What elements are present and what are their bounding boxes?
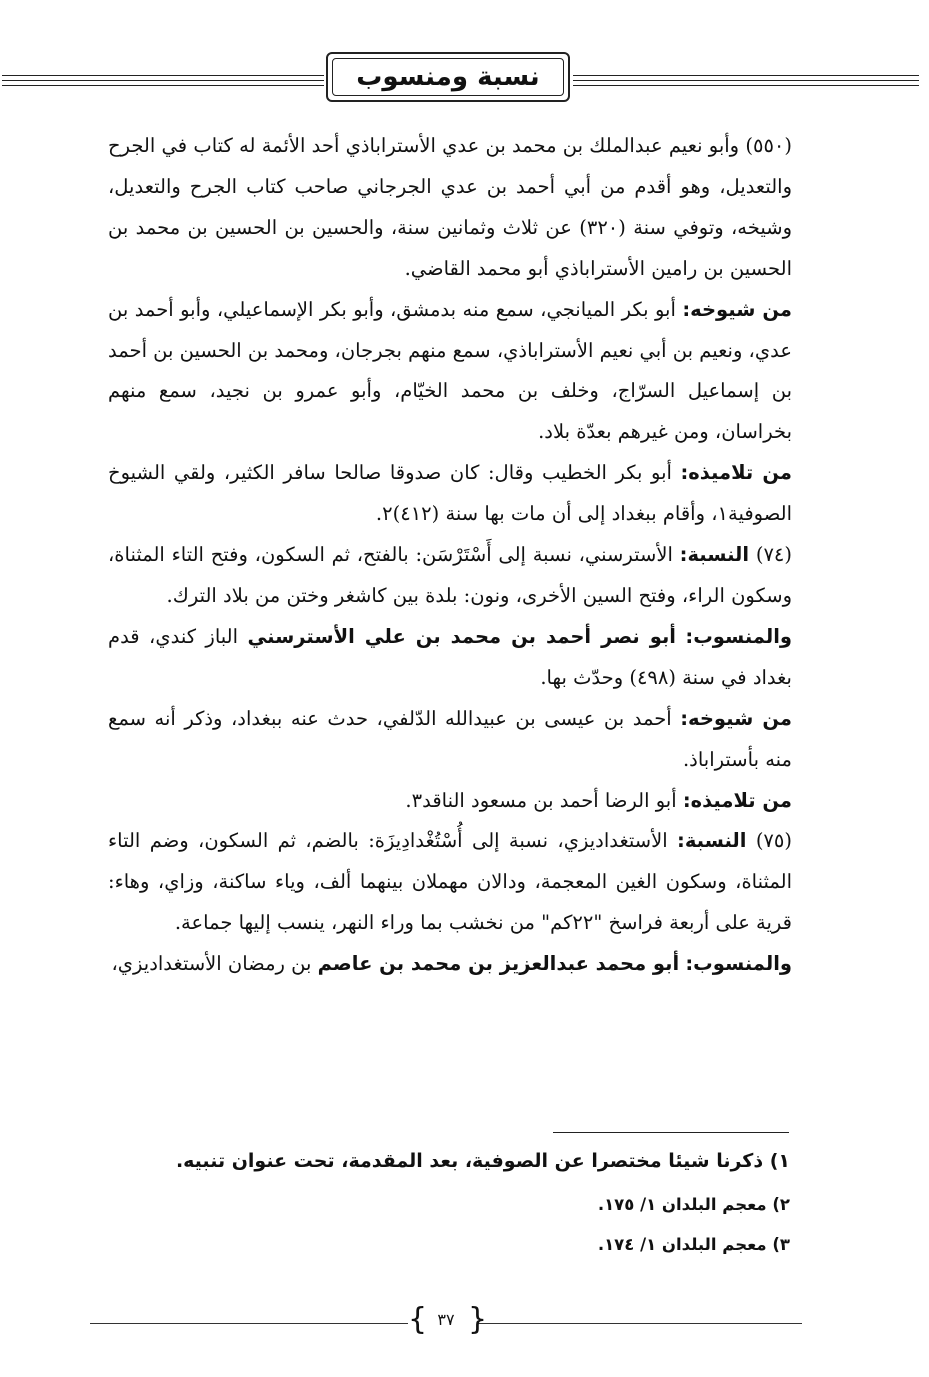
text-run: (٧٥) [746,829,792,853]
paragraph [108,617,792,699]
text-run: (٧٤) [749,543,792,567]
bold-run: من تلاميذه: [680,461,792,485]
paragraph [108,290,792,454]
footnote-3: ٣) معجم البلدان ١/ ١٧٤. [597,1235,790,1254]
footnote-2: ٢) معجم البلدان ١/ ١٧٥. [597,1195,790,1214]
bold-run: من شيوخه: [680,706,792,730]
header-title-frame [326,52,570,102]
bold-run: والمنسوب: [685,624,793,648]
text-run: الأسترسني، نسبة إلى أَسْتَرْسَن: بالفتح، ثم السكون، وفتح التاء المثناة، وسكون الراء، وفتح السين الأخرى، ونون: بلدة بين كاشغر وختن من بلاد الترك. [108,543,792,607]
text-run: أبو بكر الخطيب وقال: كان صدوقا صالحا سافر الكثير، ولقي الشيوخ الصوفية١، وأقام ببغداد إلى أن مات بها سنة (٤١٢)٢. [108,461,792,526]
footer-rule-left [90,1323,408,1324]
paragraph [108,699,792,781]
text-run: أحمد بن عيسى بن عبيدالله الدّلفي، حدث عنه ببغداد، وذكر أنه سمع منه بأستراباذ. [108,706,792,771]
text-run: بن رمضان الأستغداديزي، [111,952,318,976]
main-text [108,126,792,985]
page-number-bracket-left: { [408,1302,428,1337]
text-run: (٥٥٠) وأبو نعيم عبدالملك بن محمد بن عدي الأستراباذي أحد الأئمة له كتاب في الجرح والتعديل، وهو أقدم من أبي أحمد بن عدي الجرجاني صاحب كتاب الجرح والتعديل، وشيخه، وتوفي سنة (٣٢٠) عن ثلاث وثمانين سنة، والحسين بن الحسين بن محمد بن الحسين بن رامين الأستراباذي أبو محمد القاضي. [108,134,792,280]
bold-run: من شيوخه: [682,297,793,321]
footnote-separator [553,1132,789,1133]
header-rule-left [2,75,324,90]
text-run: الباز كندي، قدم بغداد في سنة (٤٩٨) وحدّث بها. [108,624,792,689]
paragraph [108,535,792,617]
bold-run: أبو محمد عبدالعزيز بن محمد بن عاصم [317,952,680,976]
text-run: أبو الرضا أحمد بن مسعود الناقد٣. [405,788,683,812]
paragraph [108,781,792,822]
page-header-title: نسبة ومنسوب [356,62,540,92]
page-number-bracket-right: } [468,1302,488,1337]
bold-run: أبو نصر أحمد بن محمد بن علي الأسترسني [247,624,676,648]
bold-run: والمنسوب: [685,952,792,976]
text-run: الأستغداديزي، نسبة إلى أُسْتُغْدادِيزَة: بالضم، ثم السكون، وضم التاء المثناة، وسكون الغين المعجمة، ودالان مهملان بينهما ألف، وياء ساكنة، وزاي، وهاء: قرية على أربعة فراسخ "٢٢كم" من نخشب بما وراء النهر، ينسب إليها جماعة. [108,829,792,935]
header-rule-right [573,75,919,90]
paragraph [108,126,792,290]
text-run: أبو بكر الميانجي، سمع منه بدمشق، وأبو بكر الإسماعيلي، وأبو أحمد بن عدي، ونعيم بن أبي نعيم الأستراباذي، سمع منهم بجرجان، ومحمد بن الحسين بن أحمد بن إسماعيل السرّاج، وخلف بن محمد الخيّام، وأبو عمرو بن نجيد، سمع منهم بخراسان، ومن غيرهم بعدّة بلاد. [108,297,792,444]
paragraph [108,821,792,944]
bold-run: النسبة: [677,829,747,853]
paragraph [108,453,792,535]
footnote-1: ١) ذكرنا شيئا مختصرا عن الصوفية، بعد المقدمة، تحت عنوان تنبيه. [175,1150,790,1172]
paragraph [108,944,792,985]
footer-rule-right [478,1323,802,1324]
bold-run: من تلاميذه: [682,788,792,812]
page-number: ٣٧ [437,1310,455,1329]
bold-run: النسبة: [679,543,750,567]
text-run [676,625,685,648]
